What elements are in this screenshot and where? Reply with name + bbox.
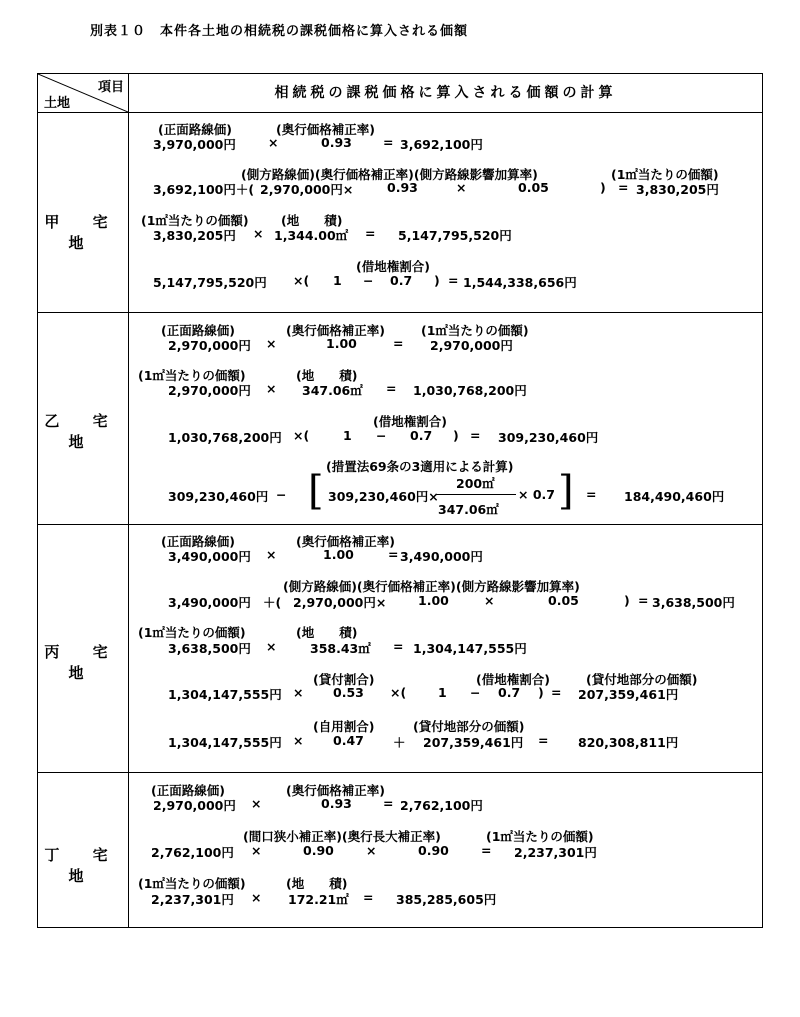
formula-operator: ×(	[293, 273, 310, 288]
fraction-denominator: 347.06㎡	[438, 502, 499, 517]
formula-value: 3,490,000円	[168, 595, 251, 610]
formula-operator: ×	[268, 135, 279, 150]
formula-label: (1㎡当たりの価額)	[138, 876, 246, 891]
header-item-label: 項目	[98, 80, 125, 95]
fraction-bar	[436, 494, 516, 495]
right-bracket: ]	[558, 468, 574, 514]
formula-operator: =	[448, 273, 459, 288]
formula-value: 0.93	[321, 796, 352, 811]
left-bracket: [	[308, 468, 324, 514]
formula-value: 0.05	[518, 180, 549, 195]
formula-value: 0.05	[548, 593, 579, 608]
formula-result: 207,359,461円	[578, 687, 679, 702]
formula-result: 3,490,000円	[400, 549, 483, 564]
formula-operator: =	[481, 843, 492, 858]
formula-value: 3,970,000円	[153, 137, 236, 152]
formula-value: 2,970,000円	[168, 383, 251, 398]
formula-label: (借地権割合)	[356, 259, 430, 274]
row-divider	[38, 524, 762, 525]
formula-value: 1	[438, 685, 447, 700]
formula-operator: ×(	[390, 685, 407, 700]
valuation-table	[37, 73, 763, 928]
land-label-ko: 甲 宅 地	[44, 213, 122, 252]
formula-operator: )	[600, 180, 606, 195]
formula-result: 3,830,205円	[636, 182, 719, 197]
formula-label: (側方路線価)(奥行価格補正率)(側方路線影響加算率)	[241, 167, 538, 182]
formula-label: (奥行価格補正率)	[276, 122, 375, 137]
formula-result: 3,638,500円	[652, 595, 735, 610]
formula-operator: ×	[266, 381, 277, 396]
formula-label: (措置法69条の3適用による計算)	[326, 459, 514, 474]
formula-label: (自用割合)	[313, 719, 375, 734]
formula-label: (貸付割合)	[313, 672, 375, 687]
formula-value: 2,970,000円×	[293, 595, 387, 610]
formula-value: 172.21㎡	[288, 892, 349, 907]
formula-operator: ×	[266, 547, 277, 562]
formula-result: 2,970,000円	[430, 338, 513, 353]
formula-operator: ＋	[393, 735, 406, 750]
formula-value: 2,970,000円	[168, 338, 251, 353]
formula-value: 1.00	[418, 593, 449, 608]
formula-operator: =	[388, 547, 399, 562]
formula-value: 3,830,205円	[153, 228, 236, 243]
formula-value: 2,237,301円	[151, 892, 234, 907]
formula-result: 2,237,301円	[514, 845, 597, 860]
formula-value: 1,304,147,555円	[168, 735, 282, 750]
header-land-label: 土地	[44, 96, 71, 111]
formula-label: (側方路線価)(奥行価格補正率)(側方路線影響加算率)	[283, 579, 580, 594]
formula-label: (貸付地部分の価額)	[413, 719, 525, 734]
formula-operator: ×	[456, 180, 467, 195]
formula-operator: )	[538, 685, 544, 700]
row-divider	[38, 772, 762, 773]
formula-operator: =	[470, 428, 481, 443]
formula-label: (間口狭小補正率)(奥行長大補正率)	[243, 829, 441, 844]
formula-value: 3,490,000円	[168, 549, 251, 564]
formula-operator: ×	[293, 685, 304, 700]
formula-label: (正面路線価)	[161, 323, 235, 338]
formula-value: 0.90	[303, 843, 334, 858]
column-divider	[128, 74, 129, 927]
formula-value: 309,230,460円	[168, 489, 269, 504]
formula-label: (正面路線価)	[161, 534, 235, 549]
formula-label: (奥行価格補正率)	[296, 534, 395, 549]
formula-operator: ×	[251, 890, 262, 905]
formula-operator: =	[383, 796, 394, 811]
land-label-otsu: 乙 宅 地	[44, 412, 122, 451]
formula-operator: −	[376, 428, 387, 443]
formula-operator: −	[470, 685, 481, 700]
formula-operator: =	[386, 381, 397, 396]
formula-result: 1,544,338,656円	[463, 275, 577, 290]
formula-value: 1	[333, 273, 342, 288]
formula-operator: −	[363, 273, 374, 288]
formula-operator: ＋(	[263, 595, 282, 610]
formula-value: 3,638,500円	[168, 641, 251, 656]
formula-value: 1,304,147,555円	[168, 687, 282, 702]
formula-value: 1,030,768,200円	[168, 430, 282, 445]
formula-label: (1㎡当たりの価額)	[486, 829, 594, 844]
formula-operator: =	[393, 336, 404, 351]
formula-result: 1,030,768,200円	[413, 383, 527, 398]
formula-value: 2,970,000円×	[260, 182, 354, 197]
formula-value: 358.43㎡	[310, 641, 371, 656]
formula-operator: =	[383, 135, 394, 150]
formula-operator: ×	[266, 639, 277, 654]
formula-label: (地 積)	[286, 876, 348, 891]
formula-value: 5,147,795,520円	[153, 275, 267, 290]
formula-operator: )	[624, 593, 630, 608]
formula-operator: =	[365, 226, 376, 241]
formula-operator: ×	[293, 733, 304, 748]
formula-operator: ×	[366, 843, 377, 858]
formula-result: 309,230,460円	[498, 430, 599, 445]
formula-operator: ×	[253, 226, 264, 241]
formula-value: 0.53	[333, 685, 364, 700]
formula-label: (奥行価格補正率)	[286, 783, 385, 798]
formula-operator: −	[276, 487, 287, 502]
formula-operator: =	[393, 639, 404, 654]
formula-value: 0.47	[333, 733, 364, 748]
formula-label: (借地権割合)	[373, 414, 447, 429]
header-calculation-label: 相続税の課税価格に算入される価額の計算	[274, 85, 617, 101]
header-divider	[38, 112, 762, 113]
formula-label: (1㎡当たりの価額)	[611, 167, 719, 182]
formula-result: 385,285,605円	[396, 892, 497, 907]
formula-operator: =	[363, 890, 374, 905]
formula-label: (1㎡当たりの価額)	[138, 625, 246, 640]
formula-label: (正面路線価)	[151, 783, 225, 798]
formula-value: × 0.7	[518, 487, 555, 502]
formula-value: 309,230,460円×	[328, 489, 439, 504]
table-caption: 別表１０ 本件各土地の相続税の課税価格に算入される価額	[90, 24, 469, 39]
formula-label: (借地権割合)	[476, 672, 550, 687]
formula-value: 2,762,100円	[151, 845, 234, 860]
formula-label: (奥行価格補正率)	[286, 323, 385, 338]
formula-label: (地 積)	[296, 368, 358, 383]
formula-operator: ×	[484, 593, 495, 608]
formula-result: 5,147,795,520円	[398, 228, 512, 243]
fraction-numerator: 200㎡	[456, 476, 495, 491]
formula-value: 2,970,000円	[153, 798, 236, 813]
formula-operator: ×	[251, 843, 262, 858]
formula-operator: =	[551, 685, 562, 700]
formula-result: 820,308,811円	[578, 735, 679, 750]
land-label-tei: 丁 宅 地	[44, 846, 122, 885]
formula-result: 184,490,460円	[624, 489, 725, 504]
formula-value: 0.7	[390, 273, 413, 288]
formula-value: 3,692,100円＋(	[153, 182, 255, 197]
formula-value: 0.7	[410, 428, 433, 443]
formula-operator: =	[538, 733, 549, 748]
formula-operator: )	[453, 428, 459, 443]
formula-value: 1.00	[326, 336, 357, 351]
formula-operator: =	[638, 593, 649, 608]
formula-label: (地 積)	[281, 213, 343, 228]
formula-label: (1㎡当たりの価額)	[141, 213, 249, 228]
formula-operator: )	[434, 273, 440, 288]
formula-value: 347.06㎡	[302, 383, 363, 398]
formula-operator: ×	[266, 336, 277, 351]
row-divider	[38, 312, 762, 313]
formula-operator: =	[618, 180, 629, 195]
formula-operator: =	[586, 487, 597, 502]
formula-result: 3,692,100円	[400, 137, 483, 152]
formula-value: 0.93	[321, 135, 352, 150]
formula-value: 0.90	[418, 843, 449, 858]
formula-result: 2,762,100円	[400, 798, 483, 813]
formula-operator: ×	[251, 796, 262, 811]
formula-label: (貸付地部分の価額)	[586, 672, 698, 687]
formula-value: 207,359,461円	[423, 735, 524, 750]
formula-label: (正面路線価)	[158, 122, 232, 137]
formula-value: 0.93	[387, 180, 418, 195]
formula-result: 1,304,147,555円	[413, 641, 527, 656]
formula-value: 1	[343, 428, 352, 443]
land-label-hei: 丙 宅 地	[44, 643, 122, 682]
formula-value: 0.7	[498, 685, 521, 700]
formula-label: (地 積)	[296, 625, 358, 640]
formula-value: 1.00	[323, 547, 354, 562]
formula-operator: ×(	[293, 428, 310, 443]
formula-label: (1㎡当たりの価額)	[421, 323, 529, 338]
formula-value: 1,344.00㎡	[274, 228, 349, 243]
formula-label: (1㎡当たりの価額)	[138, 368, 246, 383]
